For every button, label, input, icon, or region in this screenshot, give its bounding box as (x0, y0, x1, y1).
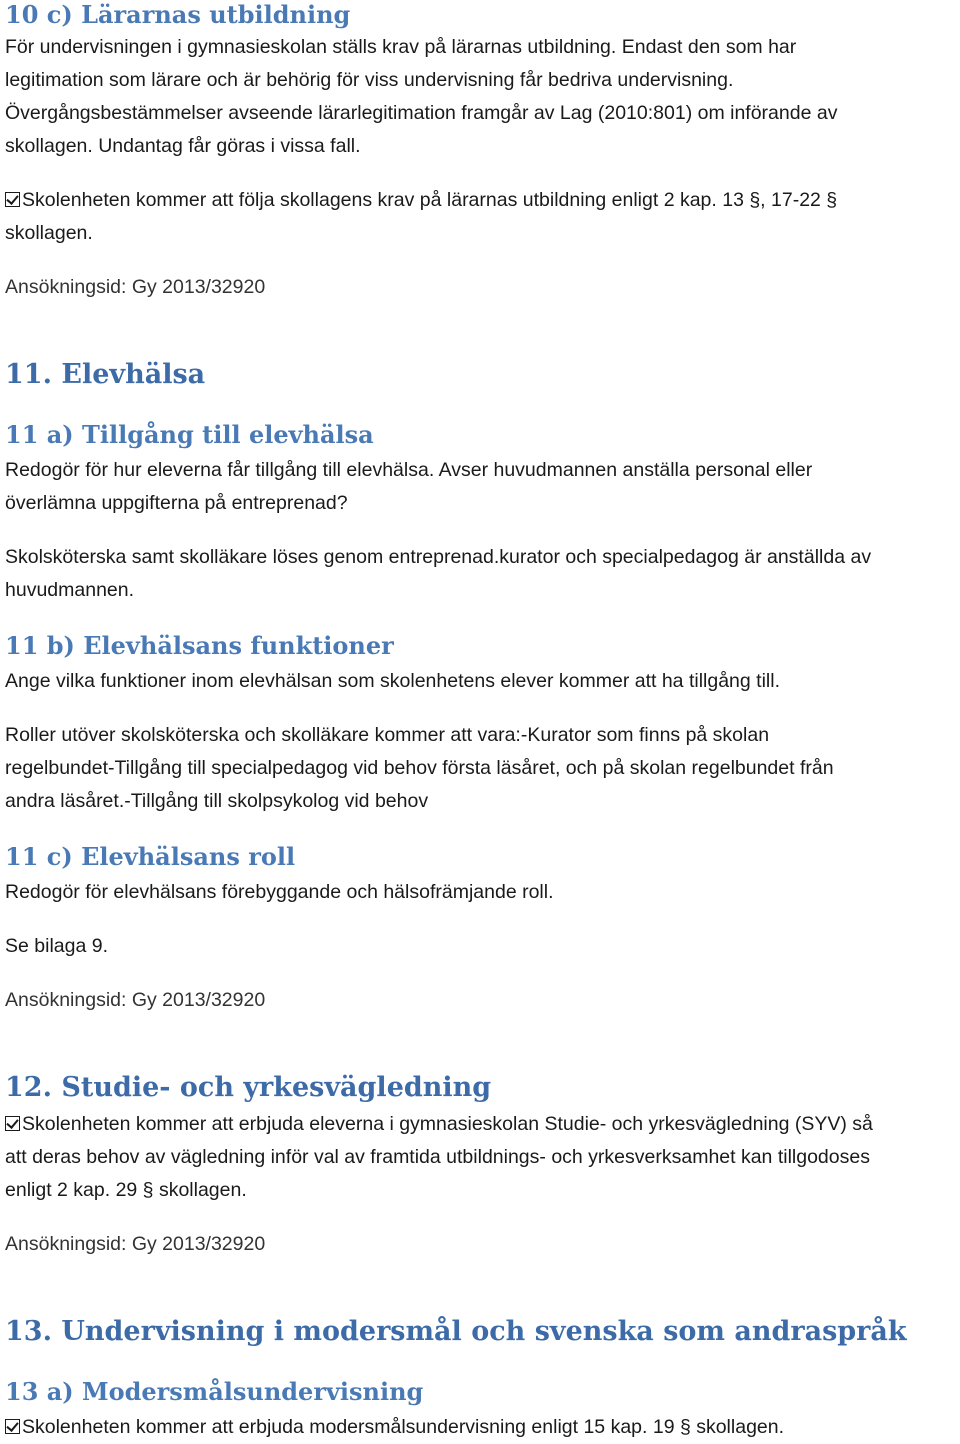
section-13a-commitment (5, 1411, 784, 1444)
application-id: Ansökningsid: Gy 2013/32920 (5, 1233, 266, 1255)
section-13-heading: 13. Undervisning i modersmål och svenska som andraspråk (5, 1316, 907, 1347)
section-11a-question-line-2: överlämna uppgifterna på entreprenad? (5, 492, 348, 514)
section-11c-heading: 11 c) Elevhälsans roll (5, 842, 296, 871)
section-11a-answer-line-1: Skolsköterska samt skolläkare löses genom entreprenad.kurator och specialpedagog är anställda av (5, 546, 872, 568)
section-12-line-3: enligt 2 kap. 29 § skollagen. (5, 1179, 247, 1201)
section-13a-heading: 13 a) Modersmålsundervisning (5, 1377, 424, 1406)
section-10c-commitment (5, 184, 837, 217)
section-10c-commitment-line-2: skollagen. (5, 222, 93, 244)
section-13a-commitment-text: Skolenheten kommer att erbjuda modersmålsundervisning enligt 15 kap. 19 § skollagen. (22, 1416, 785, 1438)
section-11-heading: 11. Elevhälsa (5, 359, 206, 390)
section-11c-answer-line-1: Se bilaga 9. (5, 935, 108, 957)
checked-box-icon (5, 192, 20, 207)
section-10c-para-line-3: Övergångsbestämmelser avseende lärarlegitimation framgår av Lag (2010:801) om införande av (5, 102, 838, 124)
section-11a-answer-line-2: huvudmannen. (5, 579, 135, 601)
section-11b-answer-line-3: andra läsåret.-Tillgång till skolpsykolog vid behov (5, 790, 429, 812)
checked-box-icon (5, 1116, 20, 1131)
section-11a-question-line-1: Redogör för hur eleverna får tillgång till elevhälsa. Avser huvudmannen anställa personal eller (5, 459, 813, 481)
section-10c-heading: 10 c) Lärarnas utbildning (5, 0, 351, 29)
section-10c-para-line-1: För undervisningen i gymnasieskolan ställs krav på lärarnas utbildning. Endast den som har (5, 36, 797, 58)
section-12-commitment-text: Skolenheten kommer att erbjuda eleverna i gymnasieskolan Studie- och yrkesvägledning (SYV) så (22, 1113, 873, 1135)
section-12-line-2: att deras behov av vägledning inför val av framtida utbildnings- och yrkesverksamhet kan tillgodoses (5, 1146, 870, 1168)
section-10c-para-line-4: skollagen. Undantag får göras i vissa fall. (5, 135, 361, 157)
section-11b-answer-line-1: Roller utöver skolsköterska och skolläkare kommer att vara:-Kurator som finns på skolan (5, 724, 770, 746)
application-id: Ansökningsid: Gy 2013/32920 (5, 276, 266, 298)
section-12-heading: 12. Studie- och yrkesvägledning (5, 1072, 492, 1103)
section-11b-question-line-1: Ange vilka funktioner inom elevhälsan som skolenhetens elever kommer att ha tillgång till. (5, 670, 780, 692)
section-11a-heading: 11 a) Tillgång till elevhälsa (5, 420, 374, 449)
section-10c-commitment-text: Skolenheten kommer att följa skollagens krav på lärarnas utbildning enligt 2 kap. 13 §, 17-22 § (22, 189, 838, 211)
section-10c-para-line-2: legitimation som lärare och är behörig för viss undervisning får bedriva undervisning. (5, 69, 734, 91)
checked-box-icon (5, 1419, 20, 1434)
section-12-commitment (5, 1108, 873, 1141)
section-11b-answer-line-2: regelbundet-Tillgång till specialpedagog vid behov första läsåret, och på skolan regelbundet från (5, 757, 834, 779)
section-11b-heading: 11 b) Elevhälsans funktioner (5, 631, 394, 660)
section-11c-question-line-1: Redogör för elevhälsans förebyggande och hälsofrämjande roll. (5, 881, 554, 903)
application-id: Ansökningsid: Gy 2013/32920 (5, 989, 266, 1011)
